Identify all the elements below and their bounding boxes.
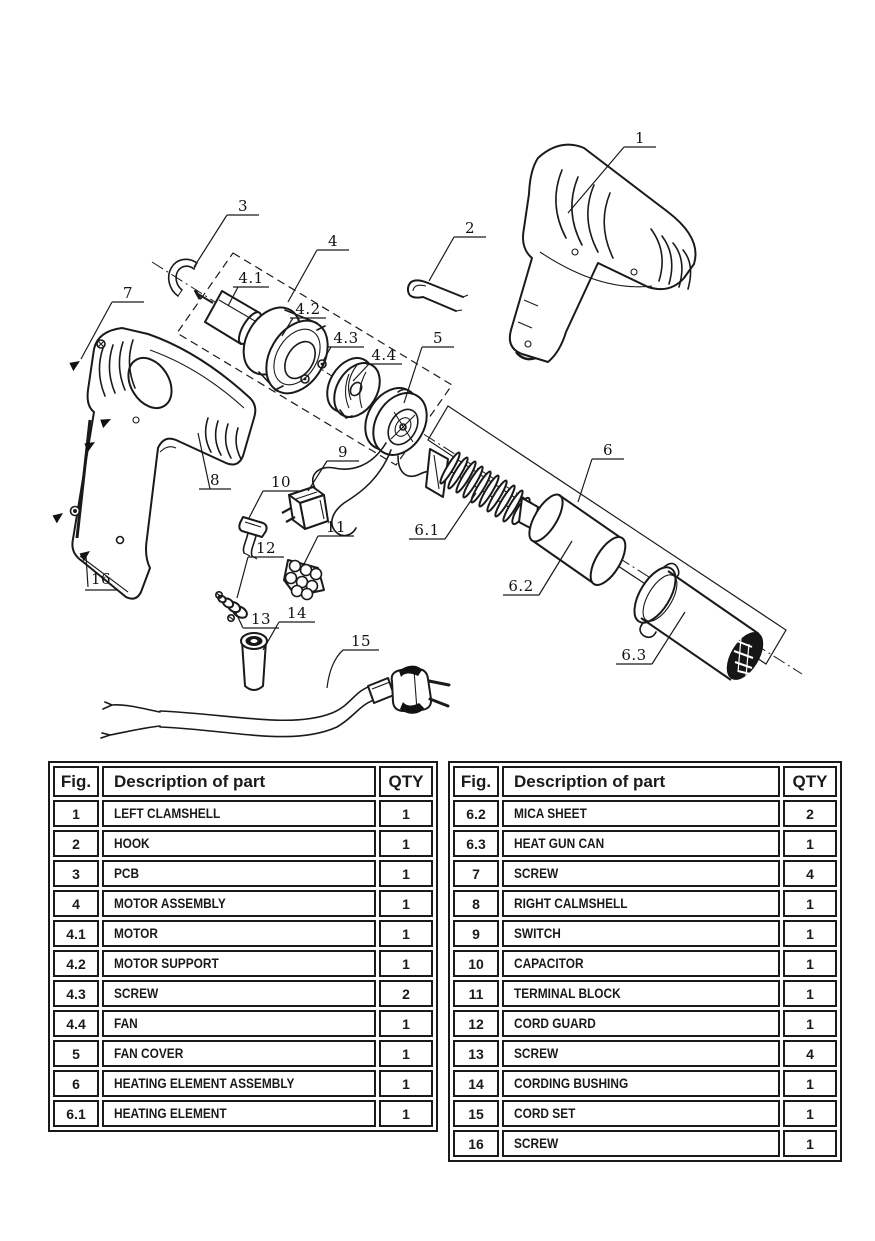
part-cord-set	[101, 666, 449, 738]
table-row	[53, 890, 433, 917]
part-qty: 1	[783, 830, 837, 857]
part-qty: 1	[783, 890, 837, 917]
part-fig-number: 6	[53, 1070, 99, 1097]
table-row	[53, 830, 433, 857]
part-qty: 1	[379, 1100, 433, 1127]
part-pcb	[169, 259, 197, 296]
parts-table-right	[448, 761, 842, 1162]
part-qty: 1	[379, 1040, 433, 1067]
part-qty: 1	[783, 1130, 837, 1157]
part-description: FAN COVER	[102, 1040, 376, 1067]
part-qty: 1	[379, 830, 433, 857]
part-description: SCREW	[102, 980, 376, 1007]
part-description: CAPACITOR	[502, 950, 780, 977]
part-fig-number: 6.1	[53, 1100, 99, 1127]
part-qty: 1	[783, 1010, 837, 1037]
part-label-6: 6	[602, 441, 614, 459]
part-label-11: 11	[325, 518, 347, 536]
part-qty: 1	[783, 920, 837, 947]
part-description: MOTOR	[102, 920, 376, 947]
part-qty: 1	[379, 800, 433, 827]
table-row	[453, 830, 837, 857]
table-row	[453, 1010, 837, 1037]
part-label-10: 10	[270, 473, 292, 491]
part-fig-number: 4.2	[53, 950, 99, 977]
part-description: MOTOR SUPPORT	[102, 950, 376, 977]
part-fig-number: 4.1	[53, 920, 99, 947]
part-description: TERMINAL BLOCK	[502, 980, 780, 1007]
part-qty: 2	[783, 800, 837, 827]
table-row	[53, 1070, 433, 1097]
table-header-row	[53, 766, 433, 797]
col-header-desc: Description of part	[502, 766, 780, 797]
part-fig-number: 10	[453, 950, 499, 977]
part-description: CORD GUARD	[502, 1010, 780, 1037]
part-description: MICA SHEET	[502, 800, 780, 827]
part-label-14: 14	[286, 604, 308, 622]
part-fig-number: 6.3	[453, 830, 499, 857]
part-qty: 1	[379, 1010, 433, 1037]
part-fig-number: 14	[453, 1070, 499, 1097]
part-switch	[282, 487, 328, 529]
part-label-12: 12	[255, 539, 277, 557]
part-label-8: 8	[209, 471, 221, 489]
part-fig-number: 4.4	[53, 1010, 99, 1037]
table-row	[453, 1100, 837, 1127]
table-row	[53, 1040, 433, 1067]
table-row	[53, 950, 433, 977]
table-row	[453, 1070, 837, 1097]
part-description: FAN	[102, 1010, 376, 1037]
part-terminal-block	[284, 560, 324, 600]
part-label-4-3: 4.3	[333, 329, 359, 347]
part-description: HEATING ELEMENT	[102, 1100, 376, 1127]
part-description: HEATING ELEMENT ASSEMBLY	[102, 1070, 376, 1097]
part-hook	[408, 280, 468, 311]
part-fig-number: 11	[453, 980, 499, 1007]
part-label-15: 15	[350, 632, 372, 650]
part-label-4-1: 4.1	[238, 269, 264, 287]
table-row	[453, 920, 837, 947]
table-row	[53, 1100, 433, 1127]
part-fig-number: 4.3	[53, 980, 99, 1007]
part-description: HEAT GUN CAN	[502, 830, 780, 857]
part-fig-number: 15	[453, 1100, 499, 1127]
col-header-qty: QTY	[783, 766, 837, 797]
col-header-qty: QTY	[379, 766, 433, 797]
part-description: SCREW	[502, 1130, 780, 1157]
table-row	[53, 920, 433, 947]
part-qty: 1	[783, 1100, 837, 1127]
part-heat-gun-can	[626, 561, 770, 686]
part-fig-number: 13	[453, 1040, 499, 1067]
col-header-fig: Fig.	[53, 766, 99, 797]
table-row	[453, 1040, 837, 1067]
part-label-6-3: 6.3	[621, 646, 647, 664]
part-label-6-2: 6.2	[508, 577, 534, 595]
part-label-9: 9	[337, 443, 349, 461]
part-right-clamshell	[71, 328, 256, 599]
part-description: SCREW	[502, 860, 780, 887]
table-row	[453, 950, 837, 977]
part-description: MOTOR ASSEMBLY	[102, 890, 376, 917]
part-label-4: 4	[327, 232, 339, 250]
part-fig-number: 9	[453, 920, 499, 947]
part-heating-element	[426, 449, 548, 530]
table-row	[53, 860, 433, 887]
part-qty: 1	[379, 920, 433, 947]
part-mica-sheet	[523, 490, 632, 591]
part-fig-number: 3	[53, 860, 99, 887]
part-description: RIGHT CALMSHELL	[502, 890, 780, 917]
part-fig-number: 7	[453, 860, 499, 887]
part-label-2: 2	[464, 219, 476, 237]
col-header-desc: Description of part	[102, 766, 376, 797]
table-row	[453, 980, 837, 1007]
table-row	[53, 800, 433, 827]
part-fig-number: 12	[453, 1010, 499, 1037]
part-qty: 1	[379, 890, 433, 917]
part-label-6-1: 6.1	[414, 521, 440, 539]
parts-tables	[48, 761, 842, 1162]
part-label-16: 16	[90, 570, 112, 588]
part-description: SWITCH	[502, 920, 780, 947]
part-description: CORD SET	[502, 1100, 780, 1127]
part-fig-number: 6.2	[453, 800, 499, 827]
table-row	[453, 800, 837, 827]
part-label-5: 5	[432, 329, 444, 347]
table-header-row	[453, 766, 837, 797]
col-header-fig: Fig.	[453, 766, 499, 797]
part-description: SCREW	[502, 1040, 780, 1067]
part-label-13: 13	[250, 610, 272, 628]
part-qty: 2	[379, 980, 433, 1007]
table-row	[53, 980, 433, 1007]
part-qty: 1	[379, 950, 433, 977]
part-qty: 1	[379, 860, 433, 887]
part-description: HOOK	[102, 830, 376, 857]
part-label-3: 3	[237, 197, 249, 215]
part-qty: 1	[379, 1070, 433, 1097]
part-qty: 1	[783, 980, 837, 1007]
part-fig-number: 8	[453, 890, 499, 917]
part-label-4-4: 4.4	[371, 346, 397, 364]
part-label-7: 7	[122, 284, 134, 302]
part-fig-number: 1	[53, 800, 99, 827]
part-description: LEFT CLAMSHELL	[102, 800, 376, 827]
part-fig-number: 16	[453, 1130, 499, 1157]
table-row	[453, 1130, 837, 1157]
part-fig-number: 4	[53, 890, 99, 917]
part-description: PCB	[102, 860, 376, 887]
part-qty: 1	[783, 950, 837, 977]
part-left-clamshell	[510, 145, 696, 362]
part-fig-number: 2	[53, 830, 99, 857]
part-description: CORDING BUSHING	[502, 1070, 780, 1097]
table-row	[453, 890, 837, 917]
part-cording-bushing	[241, 633, 267, 690]
part-label-1: 1	[634, 129, 646, 147]
part-fig-number: 5	[53, 1040, 99, 1067]
part-label-4-2: 4.2	[295, 300, 321, 318]
parts-table-left	[48, 761, 438, 1132]
part-qty: 4	[783, 1040, 837, 1067]
table-row	[453, 860, 837, 887]
part-qty: 1	[783, 1070, 837, 1097]
part-qty: 4	[783, 860, 837, 887]
table-row	[53, 1010, 433, 1037]
